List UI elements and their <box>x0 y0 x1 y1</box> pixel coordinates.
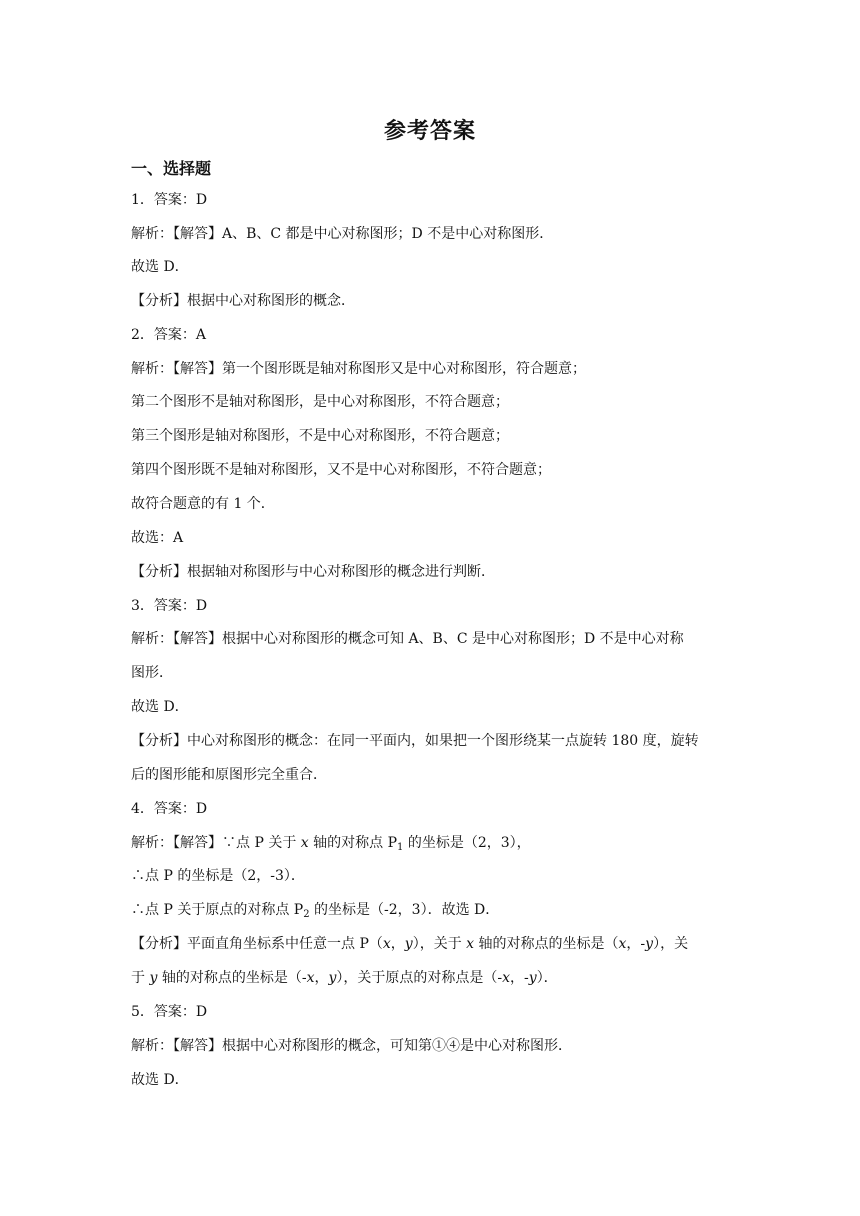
q2-solution-line: 故符合题意的有 1 个． <box>131 496 275 512</box>
text-run: ∴点 P 关于原点的对称点 P <box>131 902 304 918</box>
q5-choice: 故选 D． <box>131 1072 189 1088</box>
text-run: ），关于原点的对称点是（- <box>336 970 503 986</box>
q4-analysis-line <box>131 968 558 988</box>
text-run: 【分析】平面直角坐标系中任意一点 P（ <box>131 936 383 952</box>
q4-answer: 4．答案：D <box>131 801 208 817</box>
math-var: y <box>645 936 654 952</box>
q5-answer: 5．答案：D <box>131 1004 208 1020</box>
text-run: 轴的对称点的坐标是（- <box>157 970 307 986</box>
q5-solution: 解析：【解答】根据中心对称图形的概念，可知第①④是中心对称图形． <box>131 1038 572 1054</box>
q1-analysis: 【分析】根据中心对称图形的概念． <box>131 293 355 309</box>
text-run: ， <box>314 970 329 986</box>
math-var: x <box>300 835 309 851</box>
q2-solution-line: 第二个图形不是轴对称图形，是中心对称图形，不符合题意； <box>131 394 509 410</box>
math-var: x <box>618 936 627 952</box>
text-run: ， <box>390 936 405 952</box>
text-run: ）． <box>536 970 558 986</box>
q2-choice: 故选：A <box>131 530 184 546</box>
text-run: ），关于 <box>412 936 467 952</box>
q2-answer: 2．答案：A <box>131 327 207 343</box>
text-run: ，- <box>510 970 529 986</box>
q3-choice: 故选 D． <box>131 699 189 715</box>
q4-analysis-line <box>131 934 688 954</box>
q1-solution: 解析：【解答】A、B、C 都是中心对称图形；D 不是中心对称图形． <box>131 226 554 242</box>
text-run: ，- <box>626 936 646 952</box>
math-var: y <box>404 936 413 952</box>
text-run: 的坐标是（2，3）， <box>403 835 531 851</box>
subscript: 1 <box>397 842 404 853</box>
q1-choice: 故选 D． <box>131 259 189 275</box>
q3-analysis-line: 【分析】中心对称图形的概念：在同一平面内，如果把一个图形绕某一点旋转 180 度，旋转 <box>131 733 699 749</box>
text-run: 于 <box>131 970 150 986</box>
q2-solution-line: 解析：【解答】第一个图形既是轴对称图形又是中心对称图形，符合题意； <box>131 361 586 377</box>
q3-solution-line: 图形． <box>131 665 173 681</box>
text-run: 轴的对称点 P <box>308 835 398 851</box>
page-title: 参考答案 <box>383 118 476 144</box>
subscript: 2 <box>303 909 310 920</box>
text-run: ），关 <box>653 936 689 952</box>
q3-answer: 3．答案：D <box>131 598 208 614</box>
text-run: 轴的对称点的坐标是（ <box>474 936 619 952</box>
math-var: x <box>502 970 511 986</box>
section-heading: 一、选择题 <box>131 159 212 178</box>
q1-answer: 1．答案：D <box>131 192 208 208</box>
text-run: 的坐标是（-2，3）．故选 D． <box>309 902 500 918</box>
math-var: x <box>306 970 315 986</box>
q3-solution-line: 解析：【解答】根据中心对称图形的概念可知 A、B、C 是中心对称图形；D 不是中心对称 <box>131 631 684 647</box>
text-run: 解析：【解答】∵点 P 关于 <box>131 835 301 851</box>
q4-solution-line: ∴点 P 的坐标是（2，-3）． <box>131 868 305 884</box>
q2-solution-line: 第三个图形是轴对称图形，不是中心对称图形，不符合题意； <box>131 428 509 444</box>
math-var: x <box>466 936 475 952</box>
math-var: y <box>528 970 537 986</box>
math-var: y <box>328 970 337 986</box>
q3-analysis-line: 后的图形能和原图形完全重合． <box>131 767 327 783</box>
q4-solution-line <box>131 900 499 920</box>
q4-solution-line <box>131 833 531 853</box>
math-var: x <box>382 936 391 952</box>
q2-analysis: 【分析】根据轴对称图形与中心对称图形的概念进行判断． <box>131 564 495 580</box>
q2-solution-line: 第四个图形既不是轴对称图形，又不是中心对称图形，不符合题意； <box>131 462 551 478</box>
math-var: y <box>149 970 158 986</box>
